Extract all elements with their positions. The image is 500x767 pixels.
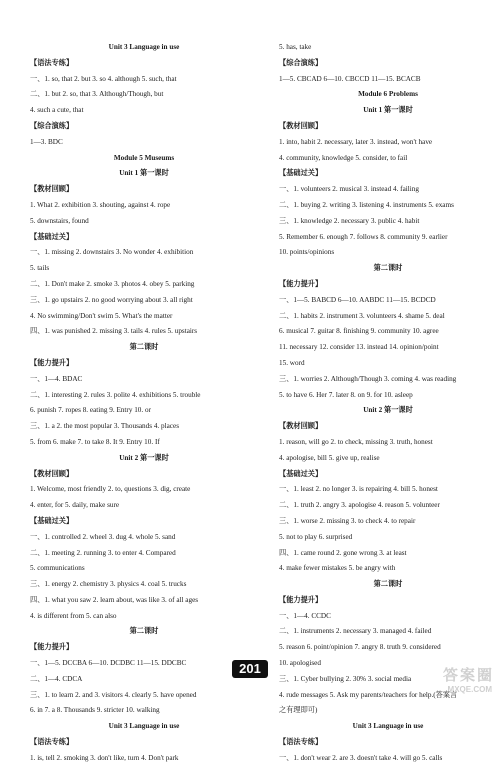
section-heading: 第二课时 (129, 627, 159, 636)
answer-line: 四、1. came round 2. gone wrong 3. at least (279, 548, 407, 557)
section-heading: Unit 2 第一课时 (363, 406, 413, 415)
exercise-title: 【语法专练】 (30, 58, 74, 67)
section-heading: 第二课时 (373, 264, 403, 273)
watermark-logo (418, 664, 494, 694)
answer-line: 4. community, knowledge 5. consider, to fail (279, 153, 408, 162)
section-heading: Unit 1 第一课时 (119, 169, 169, 178)
section-heading: Unit 1 第一课时 (363, 106, 413, 115)
answer-line: 一、1. missing 2. downstairs 3. No wonder 4. exhibition (30, 248, 194, 257)
answer-line: 三、1. worse 2. missing 3. to check 4. to repair (279, 516, 416, 525)
section-heading: Unit 3 Language in use (108, 43, 180, 51)
answer-line: 三、1. energy 2. chemistry 3. physics 4. coal 5. trucks (30, 580, 187, 589)
answer-line: 4. make fewer mistakes 5. be angry with (279, 564, 396, 573)
answer-line: 4. apologise, bill 5. give up, realise (279, 453, 380, 462)
answer-line: 一、1. don't wear 2. are 3. doesn't take 4. will go 5. calls (279, 753, 443, 762)
answer-line: 一、1. volunteers 2. musical 3. instead 4. failing (279, 185, 419, 194)
answer-line: 三、1. worries 2. Although/Though 3. coming 4. was reading (279, 374, 457, 383)
exercise-title: 【能力提升】 (279, 595, 323, 604)
exercise-title: 【能力提升】 (279, 279, 323, 288)
answer-line: 1—3. BDC (30, 137, 63, 146)
answer-line: 4. rude messages 5. Ask my parents/teachers for help.(答案言 (279, 690, 458, 699)
exercise-title: 【语法专练】 (30, 738, 74, 747)
answer-line: 二、1—4. CDCA (30, 674, 83, 683)
exercise-title: 【教材回顾】 (279, 422, 323, 431)
answer-line: 一、1—5. BABCD 6—10. AABDC 11—15. BCDCD (279, 295, 436, 304)
answer-line: 4. enter, for 5. daily, make sure (30, 501, 120, 510)
answer-line: 一、1. controlled 2. wheel 3. dug 4. whole 5. sand (30, 532, 176, 541)
answer-line: 15. word (279, 358, 305, 367)
answer-line: 10. apologised (279, 659, 321, 668)
section-heading: 第二课时 (129, 343, 159, 352)
exercise-title: 【综合演练】 (30, 121, 74, 130)
answer-line: 4. such a cute, that (30, 106, 84, 115)
answer-line: 二、1. but 2. so, that 3. Although/Though, but (30, 90, 164, 99)
answer-line: 二、1. interesting 2. rules 3. polite 4. exhibitions 5. trouble (30, 390, 201, 399)
answer-line: 5. has, take (279, 43, 312, 51)
answer-line: 一、1—4. CCDC (279, 611, 331, 620)
answer-line: 三、1. knowledge 2. necessary 3. public 4. habit (279, 216, 420, 225)
answer-line: 一、1—4. BDAC (30, 374, 83, 383)
answer-line: 1—5. CBCAD 6—10. CBCCD 11—15. BCACB (279, 74, 421, 83)
answer-line: 1. Welcome, most friendly 2. to, questions 3. dig, create (30, 485, 191, 494)
answer-line: 6. musical 7. guitar 8. finishing 9. community 10. agree (279, 327, 439, 336)
section-heading: Module 5 Museums (113, 153, 175, 162)
answer-line: 二、1. meeting 2. running 3. to enter 4. Compared (30, 548, 176, 557)
answer-line: 5. Remember 6. enough 7. follows 8. community 9. earlier (279, 232, 448, 241)
answer-line: 一、1—5. DCCBA 6—10. DCDBC 11—15. DDCBC (30, 659, 187, 668)
answer-line: 三、1. go upstairs 2. no good worrying about 3. all right (30, 295, 193, 304)
answer-line: 1. is, tell 2. smoking 3. don't like, turn 4. Don't park (30, 753, 179, 762)
answer-line: 5. downstairs, found (30, 216, 89, 225)
exercise-title: 【能力提升】 (30, 643, 74, 652)
answer-line: 10. points/opinions (279, 248, 335, 257)
answer-line: 5. from 6. make 7. to take 8. It 9. Entry 10. If (30, 437, 160, 446)
answer-line: 5. tails (30, 264, 50, 273)
exercise-title: 【综合演练】 (279, 58, 323, 67)
answer-line: 4. is different from 5. can also (30, 611, 117, 620)
section-heading: Unit 2 第一课时 (119, 453, 169, 462)
answer-line: 二、1. truth 2. angry 3. apologise 4. reason 5. volunteer (279, 501, 440, 510)
answer-line: 二、1. buying 2. writing 3. listening 4. instruments 5. exams (279, 200, 454, 209)
exercise-title: 【语法专练】 (279, 738, 323, 747)
exercise-title: 【教材回顾】 (30, 469, 74, 478)
section-heading: 第二课时 (373, 580, 403, 589)
exercise-title: 【教材回顾】 (30, 185, 74, 194)
exercise-title: 【基础过关】 (279, 469, 323, 478)
answer-line: 6. in 7. a 8. Thousands 9. stricter 10. walking (30, 706, 160, 715)
answer-line: 5. not to play 6. surprised (279, 532, 353, 541)
answer-line: 一、1. so, that 2. but 3. so 4. although 5. such, that (30, 74, 177, 83)
answer-line: 三、1. Cyber bullying 2. 30% 3. social media (279, 674, 412, 683)
exercise-title: 【基础过关】 (279, 169, 323, 178)
section-heading: Unit 3 Language in use (108, 722, 180, 731)
answer-line: 5. to have 6. Her 7. later 8. on 9. for 10. asleep (279, 390, 413, 399)
answer-line: 11. necessary 12. consider 13. instead 14. opinion/point (279, 343, 439, 352)
exercise-title: 【基础过关】 (30, 232, 74, 241)
answer-line: 一、1. least 2. no longer 3. is repairing 4. bill 5. honest (279, 485, 438, 494)
exercise-title: 【能力提升】 (30, 358, 74, 367)
answer-line: 1. reason, will go 2. to check, missing 3. truth, honest (279, 437, 433, 446)
answer-line: 4. No swimming/Don't swim 5. What's the matter (30, 311, 173, 320)
exercise-title: 【基础过关】 (30, 516, 74, 525)
section-heading: Unit 3 Language in use (352, 722, 424, 731)
answer-line: 三、1. a 2. the most popular 3. Thousands 4. places (30, 422, 179, 431)
watermark-main-text: 答案圈 (442, 667, 494, 684)
exercise-title: 【教材回顾】 (279, 121, 323, 130)
watermark-sub-text: MXQE.COM (447, 685, 492, 694)
answer-line: 5. reason 6. point/opinion 7. angry 8. truth 9. considered (279, 643, 441, 652)
right-column (279, 40, 497, 767)
answer-line: 四、1. was punished 2. missing 3. tails 4. rules 5. upstairs (30, 327, 198, 336)
answer-line: 二、1. habits 2. instrument 3. volunteers 4. shame 5. deal (279, 311, 445, 320)
left-column (30, 40, 258, 767)
answer-line: 四、1. what you saw 2. learn about, was like 3. of all ages (30, 595, 199, 604)
page-number: 201 (232, 660, 268, 678)
answer-line: 三、1. to learn 2. and 3. visitors 4. clearly 5. have opened (30, 690, 197, 699)
answer-line: 5. communications (30, 564, 85, 573)
answer-line: 1. into, habit 2. necessary, later 3. instead, won't have (279, 137, 433, 146)
section-heading: Module 6 Problems (358, 90, 418, 99)
answer-line: 二、1. instruments 2. necessary 3. managed 4. failed (279, 627, 432, 636)
answer-line: 二、1. Don't make 2. smoke 3. photos 4. obey 5. parking (30, 279, 195, 288)
answer-line: 1. What 2. exhibition 3. shouting, against 4. rope (30, 200, 171, 209)
answer-line: 之有理即可) (279, 706, 318, 715)
answer-line: 6. punish 7. ropes 8. eating 9. Entry 10. or (30, 406, 151, 415)
